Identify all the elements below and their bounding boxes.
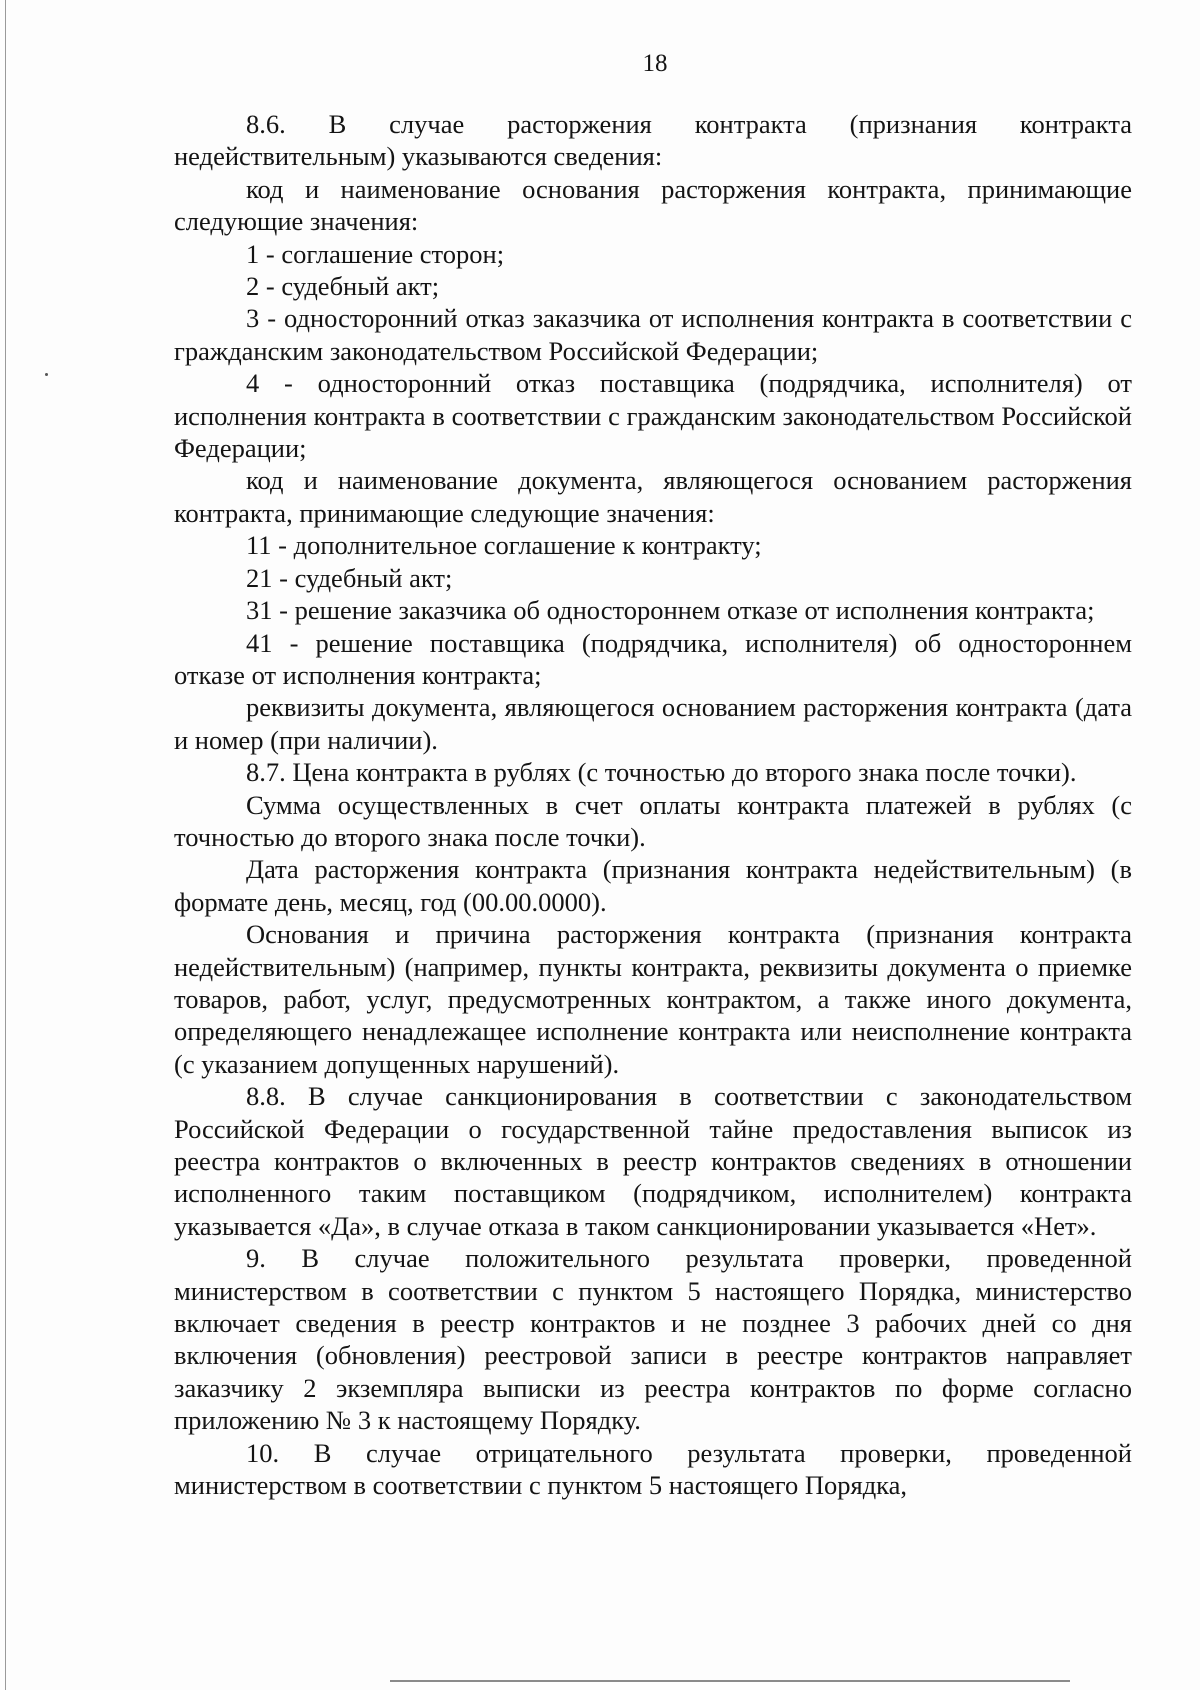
paragraph-document-21: 21 - судебный акт; xyxy=(246,562,453,593)
paragraph-8-7: 8.7. Цена контракта в рублях (с точностью до второго знака после точки). xyxy=(246,757,1077,788)
paragraph-document-41: 41 - решение поставщика (подрядчика, исполнителя) об одностороннем отказе от исполнения контракта; xyxy=(174,627,1132,690)
paragraph-document-code: код и наименование документа, являющегося основанием расторжения контракта, принимающие следующие значения: xyxy=(174,465,1132,528)
paragraph-termination-basis-code: код и наименование основания расторжения контракта, принимающие следующие значения: xyxy=(174,173,1132,237)
paragraph-9: 9. В случае положительного результата проверки, проведенной министерством в соответствии с пунктом 5 настоящего Порядка, министерство включает сведения в реестр контрактов и не позднее 3 рабочих дней со дня включения (обновления) реестровой записи в реестре контрактов направляет заказчику 2 экземпляра выписки из реестра контрактов по форме согласно приложению № 3 к настоящему Порядку. xyxy=(174,1243,1132,1436)
scan-bottom-edge xyxy=(390,1680,1070,1682)
paragraph-document-details: реквизиты документа, являющегося основанием расторжения контракта (дата и номер (при наличии). xyxy=(174,692,1132,755)
paragraph-10: 10. В случае отрицательного результата проверки, проведенной министерством в соответствии с пунктом 5 настоящего Порядка, xyxy=(174,1437,1132,1501)
paragraph-basis-2: 2 - судебный акт; xyxy=(246,271,440,302)
paragraph-document-11: 11 - дополнительное соглашение к контракту; xyxy=(246,530,762,561)
paragraph-payments-sum: Сумма осуществленных в счет оплаты контракта платежей в рублях (с точностью до второго знака после точки). xyxy=(174,789,1132,852)
paragraph-basis-1: 1 - соглашение сторон; xyxy=(246,238,505,269)
paragraph-termination-date: Дата расторжения контракта (признания контракта недействительным) (в формате день, месяц, год (00.00.0000). xyxy=(174,854,1132,917)
page-number: 18 xyxy=(642,50,668,77)
paragraph-8-6: 8.6. В случае расторжения контракта (признания контракта недействительным) указываются сведения: xyxy=(174,109,1132,172)
scan-left-edge xyxy=(5,0,6,1690)
paragraph-8-8: 8.8. В случае санкционирования в соответствии с законодательством Российской Федерации о государственной тайне предоставления выписок из реестра контрактов о включенных в реестр контрактов сведениях в отношении исполненного таким поставщиком (подрядчиком, исполнителем) контракта указывается «Да», в случае отказа в таком санкционировании указывается «Нет». xyxy=(174,1081,1132,1241)
paragraph-document-31: 31 - решение заказчика об одностороннем отказе от исполнения контракта; xyxy=(246,595,1095,626)
paragraph-basis-4: 4 - односторонний отказ поставщика (подрядчика, исполнителя) от исполнения контракта в соответствии с гражданским законодательством Российской Федерации; xyxy=(174,368,1132,464)
scan-speck xyxy=(45,373,48,376)
document-body xyxy=(174,108,1132,1501)
paragraph-basis-3: 3 - односторонний отказ заказчика от исполнения контракта в соответствии с гражданским законодательством Российской Федерации; xyxy=(174,303,1132,366)
paragraph-termination-reasons: Основания и причина расторжения контракта (признания контракта недействительным) (например, пункты контракта, реквизиты документа о приемке товаров, работ, услуг, предусмотренных контрактом, а также иного документа, определяющего ненадлежащее исполнение контракта или неисполнение контракта (с указанием допущенных нарушений). xyxy=(174,919,1132,1079)
